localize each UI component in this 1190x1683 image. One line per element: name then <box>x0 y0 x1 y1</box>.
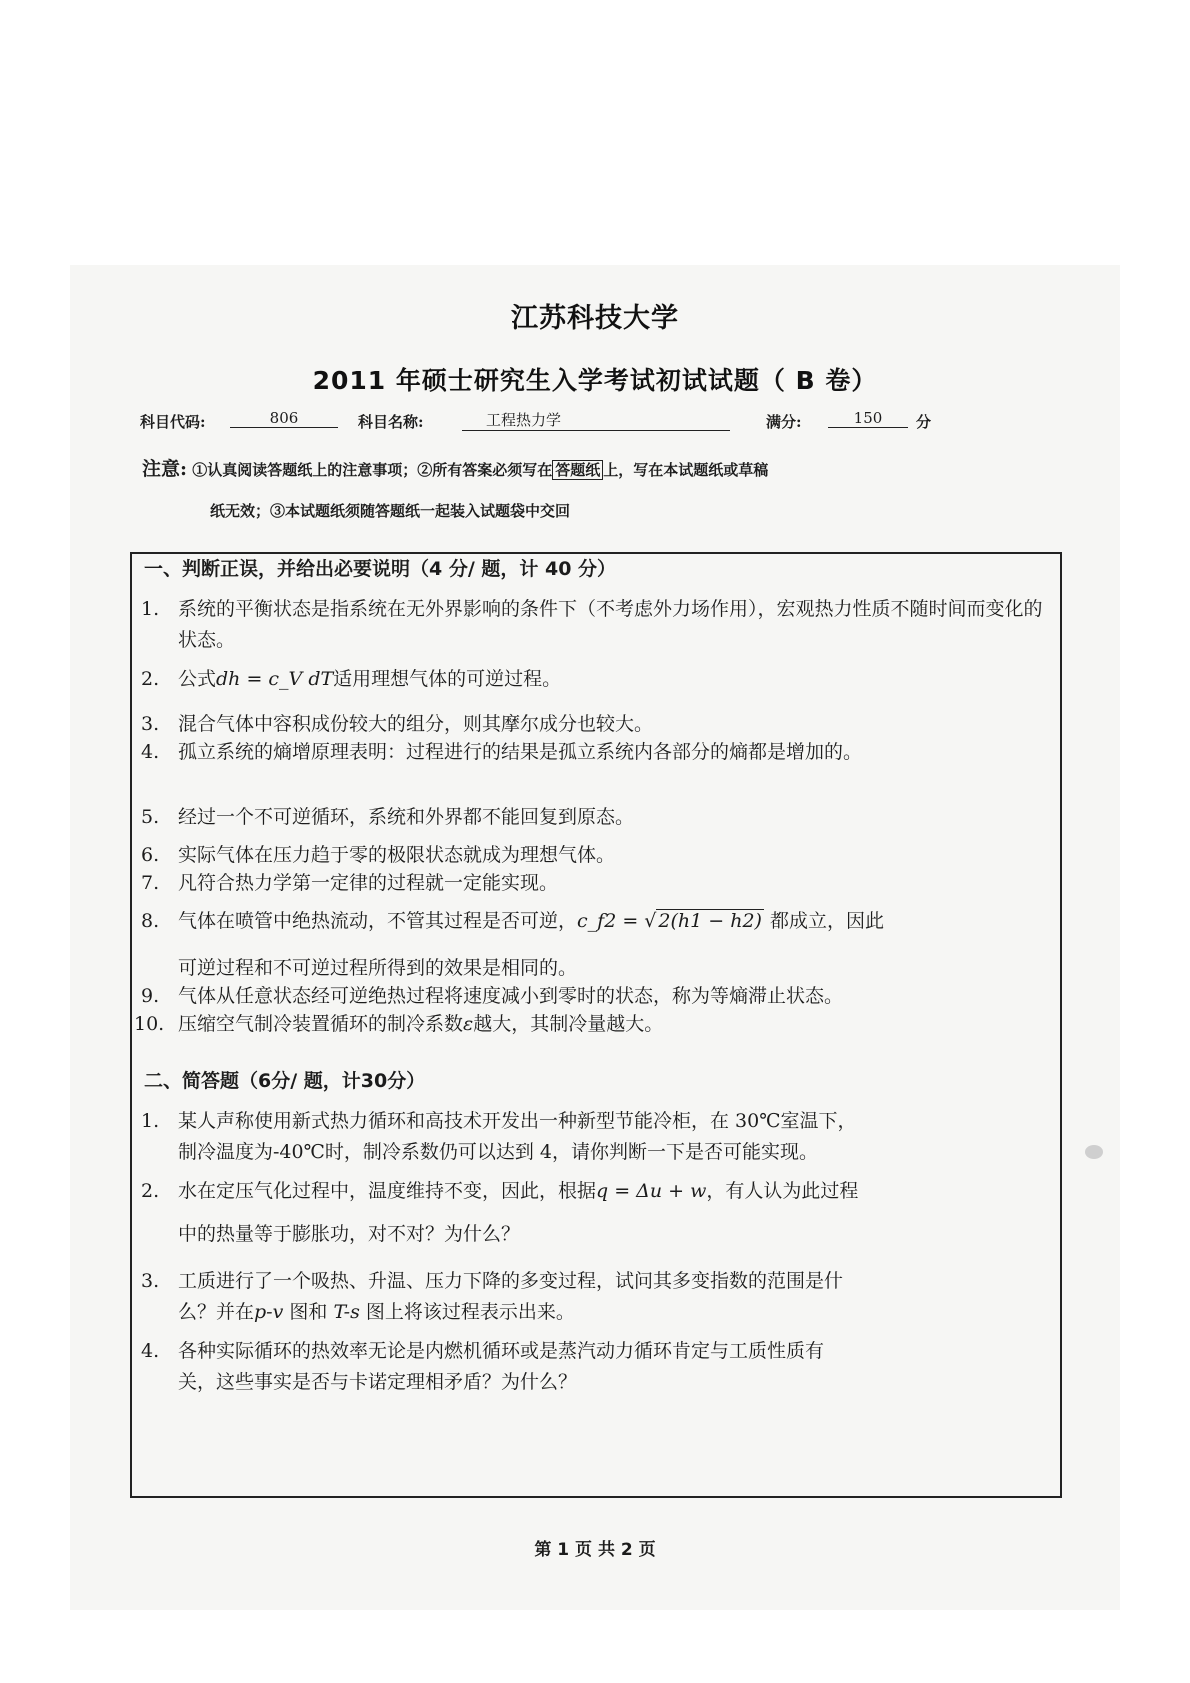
name-label: 科目名称: <box>358 413 424 431</box>
exam-meta <box>140 407 1100 437</box>
section-2-title: 二、简答题（6分/ 题，计30分） <box>144 1070 426 1092</box>
notice-line-2: 纸无效；③本试题纸须随答题纸一起装入试题袋中交回 <box>210 502 571 520</box>
formula-dh: dh = c_V dT <box>216 668 334 690</box>
ts-diagram-label: T-s <box>333 1301 360 1323</box>
pv-diagram-label: p-v <box>254 1301 284 1323</box>
notice-line-1: 注意: ①认真阅读答题纸上的注意事项；②所有答案必须写在 答题纸 上，写在本试题纸或草稿 <box>142 458 769 480</box>
notice-label: 注意: <box>142 458 188 480</box>
code-label: 科目代码: <box>140 413 206 431</box>
scan-smudge <box>1085 1145 1103 1159</box>
score-value: 150 <box>828 409 908 428</box>
formula-radicand: 2(h1 − h2) <box>658 910 762 932</box>
exam-title: 2011 年硕士研究生入学考试初试试题（ B 卷） <box>312 366 878 395</box>
page-number: 第 1 页 共 2 页 <box>534 1540 656 1560</box>
answer-sheet-box: 答题纸 <box>552 460 603 480</box>
score-label: 满分: <box>766 413 802 431</box>
section-1-title: 一、判断正误，并给出必要说明（4 分/ 题，计 40 分） <box>144 558 617 580</box>
score-unit: 分 <box>916 413 932 431</box>
university-title: 江苏科技大学 <box>511 303 679 334</box>
formula-q: q = Δu + w <box>596 1180 707 1202</box>
name-value: 工程热力学 <box>462 409 730 431</box>
symbol-epsilon: ε <box>463 1013 474 1035</box>
formula-cf2: c_f2 = <box>577 910 639 932</box>
code-value: 806 <box>230 409 338 428</box>
